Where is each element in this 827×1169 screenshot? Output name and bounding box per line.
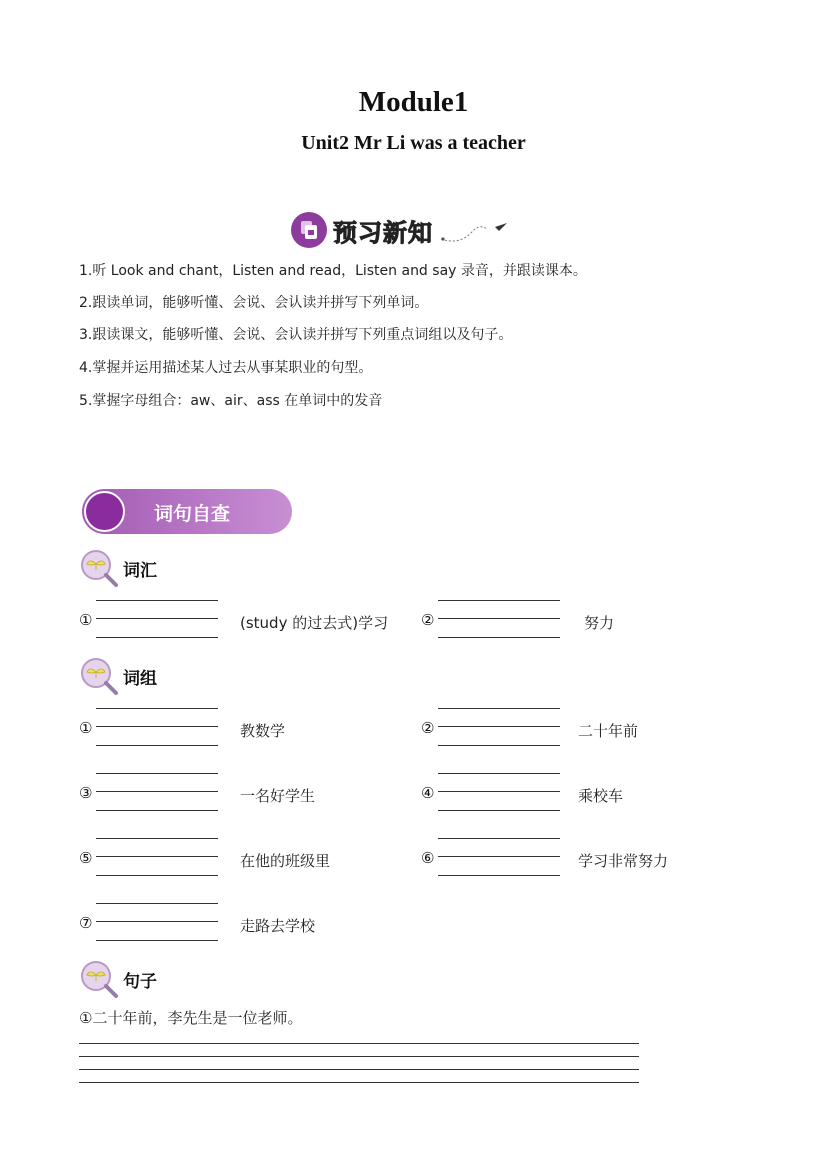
phrases-title: 词组 bbox=[123, 668, 157, 689]
objective-3: 3.跟读课文，能够听懂、会说、会认读并拼写下列重点词组以及句子。 bbox=[79, 327, 513, 343]
vocab-hint-2: 努力 bbox=[584, 614, 615, 632]
vocab-hint-1: (study 的过去式)学习 bbox=[240, 614, 389, 632]
writing-line[interactable] bbox=[79, 1043, 639, 1044]
vocab-blank-2[interactable] bbox=[438, 600, 560, 638]
writing-line[interactable] bbox=[79, 1069, 639, 1070]
phrase-num-7: ⑦ bbox=[79, 914, 93, 932]
objective-4: 4.掌握并运用描述某人过去从事某职业的句型。 bbox=[79, 360, 373, 376]
preview-badge bbox=[291, 208, 509, 252]
phrase-hint-1: 教数学 bbox=[240, 722, 286, 740]
sentences-title: 句子 bbox=[123, 971, 157, 992]
vocab-num-1: ① bbox=[79, 611, 93, 629]
selfcheck-label: 词句自查 bbox=[154, 503, 231, 525]
phrase-num-1: ① bbox=[79, 719, 93, 737]
writing-line[interactable] bbox=[79, 1056, 639, 1057]
phrase-num-4: ④ bbox=[421, 784, 435, 802]
preview-label: 预习新知 bbox=[333, 218, 433, 247]
sentence-1: ①二十年前，李先生是一位老师。 bbox=[79, 1009, 303, 1027]
phrase-blank-1[interactable] bbox=[96, 708, 218, 746]
sentences-header bbox=[79, 959, 157, 999]
phrase-hint-3: 一名好学生 bbox=[240, 787, 316, 805]
phrase-blank-2[interactable] bbox=[438, 708, 560, 746]
phrase-blank-7[interactable] bbox=[96, 903, 218, 941]
phrase-hint-7: 走路去学校 bbox=[240, 917, 316, 935]
phrase-num-6: ⑥ bbox=[421, 849, 435, 867]
writing-line[interactable] bbox=[79, 1082, 639, 1083]
vocab-title: 词汇 bbox=[123, 560, 157, 581]
unit-title: Unit2 Mr Li was a teacher bbox=[301, 132, 526, 154]
magnifier-sprout-icon bbox=[79, 656, 119, 696]
phrase-hint-5: 在他的班级里 bbox=[240, 852, 331, 870]
phrase-num-5: ⑤ bbox=[79, 849, 93, 867]
phrases-header bbox=[79, 656, 157, 696]
magnifier-sprout-icon bbox=[79, 548, 119, 588]
objective-5: 5.掌握字母组合：aw、air、ass 在单词中的发音 bbox=[79, 393, 383, 409]
phrase-blank-3[interactable] bbox=[96, 773, 218, 811]
selfcheck-banner bbox=[82, 489, 292, 534]
phrase-blank-4[interactable] bbox=[438, 773, 560, 811]
banner-dot bbox=[84, 491, 125, 532]
paper-plane-icon bbox=[439, 215, 509, 245]
phrase-hint-4: 乘校车 bbox=[578, 787, 624, 805]
vocab-blank-1[interactable] bbox=[96, 600, 218, 638]
module-title: Module1 bbox=[358, 86, 469, 118]
phrase-blank-5[interactable] bbox=[96, 838, 218, 876]
objective-2: 2.跟读单词，能够听懂、会说、会认读并拼写下列单词。 bbox=[79, 295, 429, 311]
phrase-hint-2: 二十年前 bbox=[578, 722, 639, 740]
vocab-header bbox=[79, 548, 157, 588]
phrase-hint-6: 学习非常努力 bbox=[578, 852, 669, 870]
objective-1: 1.听 Look and chant，Listen and read，Listen and say 录音，并跟读课本。 bbox=[79, 263, 587, 279]
phrase-blank-6[interactable] bbox=[438, 838, 560, 876]
vocab-num-2: ② bbox=[421, 611, 435, 629]
preview-book-icon bbox=[291, 212, 327, 248]
phrase-num-2: ② bbox=[421, 719, 435, 737]
phrase-num-3: ③ bbox=[79, 784, 93, 802]
magnifier-sprout-icon bbox=[79, 959, 119, 999]
